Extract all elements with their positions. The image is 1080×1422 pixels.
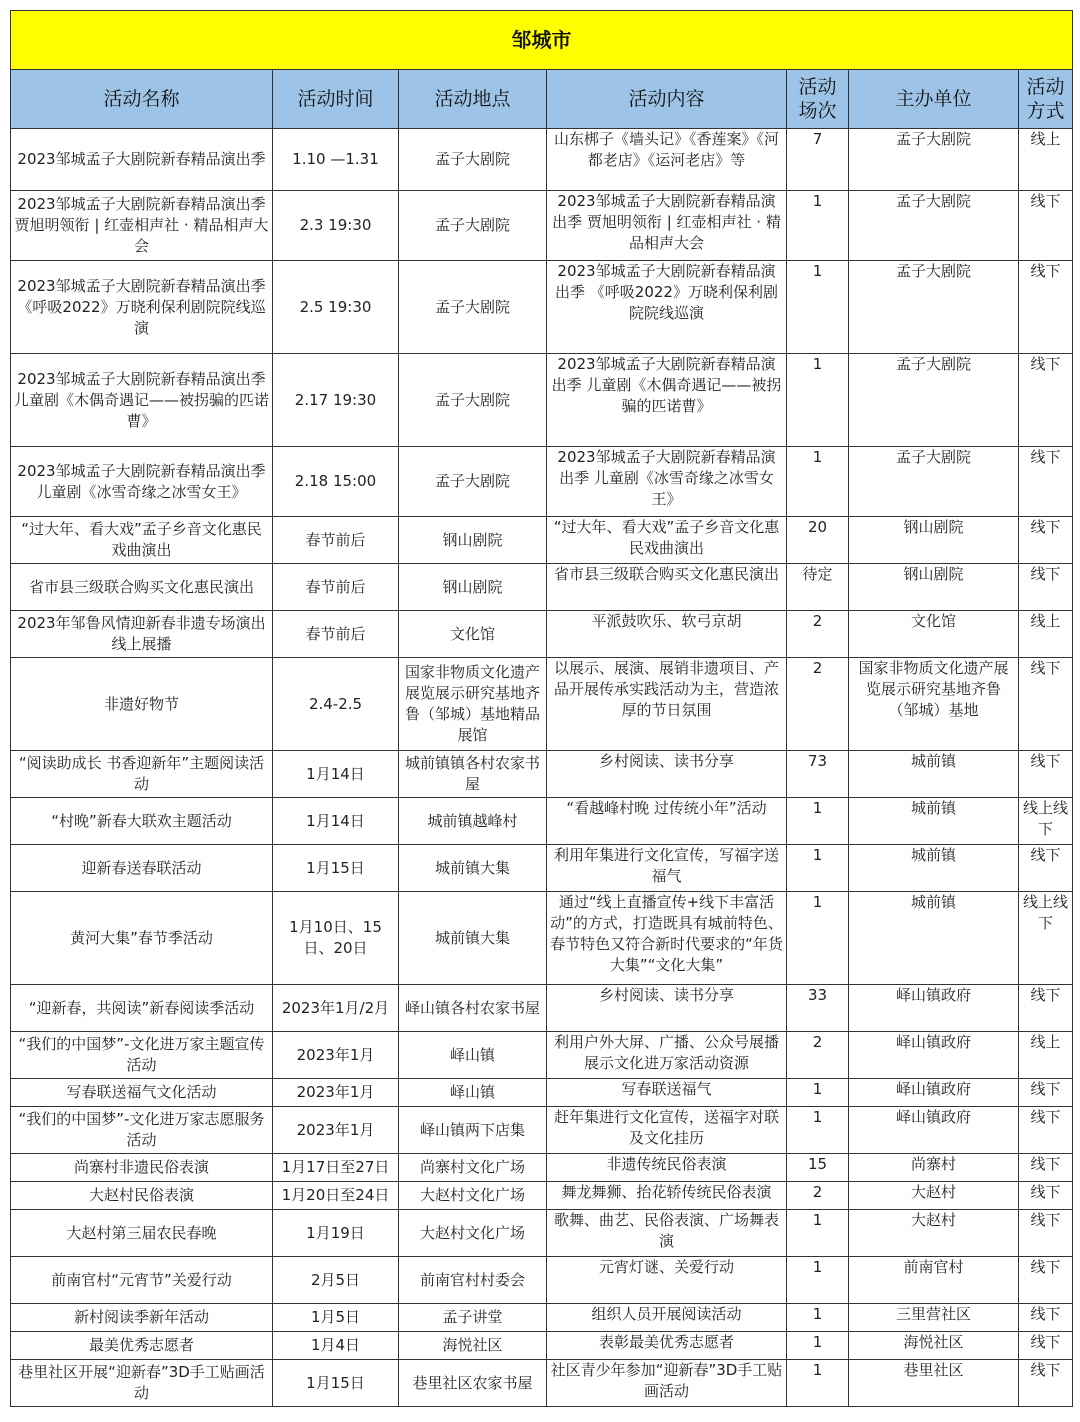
cell-location: 文化馆 — [399, 611, 547, 658]
cell-organizer: 尚寨村 — [849, 1154, 1019, 1182]
table-row — [11, 1032, 1073, 1079]
table-row — [11, 985, 1073, 1032]
table-row — [11, 751, 1073, 798]
cell-organizer: 城前镇 — [849, 798, 1019, 845]
cell-time: 1月14日 — [273, 798, 399, 845]
cell-organizer: 三里营社区 — [849, 1304, 1019, 1332]
cell-mode: 线上线下 — [1019, 892, 1073, 985]
cell-time: 1月10日、15日、20日 — [273, 892, 399, 985]
table-row — [11, 564, 1073, 611]
cell-mode: 线下 — [1019, 1332, 1073, 1360]
table-row — [11, 1079, 1073, 1107]
cell-sessions: 2 — [787, 1032, 849, 1079]
header-name: 活动名称 — [11, 70, 273, 129]
cell-mode: 线下 — [1019, 751, 1073, 798]
cell-content: 省市县三级联合购买文化惠民演出 — [547, 564, 787, 611]
cell-organizer: 前南官村 — [849, 1257, 1019, 1304]
cell-name: 巷里社区开展“迎新春”3D手工贴画活动 — [11, 1360, 273, 1407]
table-row — [11, 658, 1073, 751]
cell-sessions: 1 — [787, 1107, 849, 1154]
cell-content: 以展示、展演、展销非遗项目、产品开展传承实践活动为主，营造浓厚的节日氛围 — [547, 658, 787, 751]
cell-time: 1月15日 — [273, 1360, 399, 1407]
table-row — [11, 1304, 1073, 1332]
table-title: 邹城市 — [11, 11, 1073, 70]
header-location: 活动地点 — [399, 70, 547, 129]
title-row — [11, 11, 1073, 70]
table-row — [11, 611, 1073, 658]
cell-name: “迎新春，共阅读”新春阅读季活动 — [11, 985, 273, 1032]
cell-location: 峄山镇 — [399, 1032, 547, 1079]
cell-location: 前南官村村委会 — [399, 1257, 547, 1304]
cell-content: 表彰最美优秀志愿者 — [547, 1332, 787, 1360]
cell-organizer: 峄山镇政府 — [849, 1079, 1019, 1107]
cell-mode: 线下 — [1019, 985, 1073, 1032]
cell-time: 1月19日 — [273, 1210, 399, 1257]
cell-name: 写春联送福气文化活动 — [11, 1079, 273, 1107]
header-organizer: 主办单位 — [849, 70, 1019, 129]
table-row — [11, 1210, 1073, 1257]
cell-sessions: 20 — [787, 517, 849, 564]
cell-organizer: 大赵村 — [849, 1182, 1019, 1210]
cell-name: “我们的中国梦”-文化进万家主题宣传活动 — [11, 1032, 273, 1079]
cell-time: 1月20日至24日 — [273, 1182, 399, 1210]
cell-time: 1月15日 — [273, 845, 399, 892]
cell-name: “村晚”新春大联欢主题活动 — [11, 798, 273, 845]
cell-content: 乡村阅读、读书分享 — [547, 751, 787, 798]
cell-sessions: 1 — [787, 892, 849, 985]
cell-name: “我们的中国梦”-文化进万家志愿服务活动 — [11, 1107, 273, 1154]
cell-content: 写春联送福气 — [547, 1079, 787, 1107]
cell-mode: 线下 — [1019, 658, 1073, 751]
cell-sessions: 2 — [787, 1182, 849, 1210]
cell-organizer: 孟子大剧院 — [849, 354, 1019, 447]
cell-organizer: 孟子大剧院 — [849, 129, 1019, 191]
cell-content: 利用年集进行文化宣传，写福字送福气 — [547, 845, 787, 892]
cell-time: 2023年1月 — [273, 1032, 399, 1079]
cell-sessions: 待定 — [787, 564, 849, 611]
cell-content: “看越峰村晚 过传统小年”活动 — [547, 798, 787, 845]
cell-time: 2.4-2.5 — [273, 658, 399, 751]
table-row — [11, 129, 1073, 191]
cell-location: 孟子大剧院 — [399, 354, 547, 447]
cell-sessions: 2 — [787, 611, 849, 658]
cell-name: 新村阅读季新年活动 — [11, 1304, 273, 1332]
cell-location: 孟子大剧院 — [399, 261, 547, 354]
cell-sessions: 2 — [787, 658, 849, 751]
table-row — [11, 447, 1073, 517]
cell-sessions: 7 — [787, 129, 849, 191]
cell-organizer: 孟子大剧院 — [849, 447, 1019, 517]
cell-organizer: 峄山镇政府 — [849, 985, 1019, 1032]
cell-mode: 线下 — [1019, 1257, 1073, 1304]
cell-content: 2023邹城孟子大剧院新春精品演出季 贾旭明领衔 | 红壶相声社 · 精品相声大会 — [547, 191, 787, 261]
cell-sessions: 73 — [787, 751, 849, 798]
cell-time: 2023年1月/2月 — [273, 985, 399, 1032]
cell-name: 2023年邹鲁风情迎新春非遗专场演出线上展播 — [11, 611, 273, 658]
table-row — [11, 892, 1073, 985]
cell-organizer: 城前镇 — [849, 845, 1019, 892]
cell-content: 组织人员开展阅读活动 — [547, 1304, 787, 1332]
cell-mode: 线下 — [1019, 1154, 1073, 1182]
table-row — [11, 191, 1073, 261]
table-row — [11, 354, 1073, 447]
cell-location: 城前镇镇各村农家书屋 — [399, 751, 547, 798]
cell-organizer: 峄山镇政府 — [849, 1032, 1019, 1079]
cell-name: 2023邹城孟子大剧院新春精品演出季 儿童剧《冰雪奇缘之冰雪女王》 — [11, 447, 273, 517]
cell-content: 乡村阅读、读书分享 — [547, 985, 787, 1032]
cell-content: 赶年集进行文化宣传，送福字对联及文化挂历 — [547, 1107, 787, 1154]
cell-mode: 线上 — [1019, 129, 1073, 191]
cell-name: “阅读助成长 书香迎新年”主题阅读活动 — [11, 751, 273, 798]
cell-location: 峄山镇各村农家书屋 — [399, 985, 547, 1032]
cell-time: 1月4日 — [273, 1332, 399, 1360]
cell-time: 1月5日 — [273, 1304, 399, 1332]
cell-name: 最美优秀志愿者 — [11, 1332, 273, 1360]
cell-content: 2023邹城孟子大剧院新春精品演出季 儿童剧《木偶奇遇记——被拐骗的匹诺曹》 — [547, 354, 787, 447]
table-row — [11, 798, 1073, 845]
cell-time: 2月5日 — [273, 1257, 399, 1304]
cell-location: 城前镇大集 — [399, 845, 547, 892]
cell-organizer: 海悦社区 — [849, 1332, 1019, 1360]
table-row — [11, 1360, 1073, 1407]
cell-mode: 线上 — [1019, 1032, 1073, 1079]
cell-content: 利用户外大屏、广播、公众号展播展示文化进万家活动资源 — [547, 1032, 787, 1079]
cell-name: 非遗好物节 — [11, 658, 273, 751]
cell-content: 通过“线上直播宣传+线下丰富活动”的方式，打造既具有城前特色、春节特色又符合新时代要求的“年货大集”“文化大集” — [547, 892, 787, 985]
cell-name: “过大年、看大戏”孟子乡音文化惠民戏曲演出 — [11, 517, 273, 564]
cell-name: 迎新春送春联活动 — [11, 845, 273, 892]
cell-time: 2.3 19:30 — [273, 191, 399, 261]
cell-content: 山东梆子《墙头记》《香莲案》《河都老店》《运河老店》等 — [547, 129, 787, 191]
cell-name: 2023邹城孟子大剧院新春精品演出季 《呼吸2022》万晓利保利剧院院线巡演 — [11, 261, 273, 354]
cell-mode: 线下 — [1019, 1079, 1073, 1107]
cell-mode: 线下 — [1019, 1210, 1073, 1257]
cell-location: 孟子大剧院 — [399, 129, 547, 191]
cell-location: 尚寨村文化广场 — [399, 1154, 547, 1182]
cell-location: 峄山镇 — [399, 1079, 547, 1107]
table-row — [11, 1154, 1073, 1182]
cell-time: 春节前后 — [273, 517, 399, 564]
cell-time: 1.10 —1.31 — [273, 129, 399, 191]
cell-content: 社区青少年参加“迎新春”3D手工贴画活动 — [547, 1360, 787, 1407]
cell-content: 非遗传统民俗表演 — [547, 1154, 787, 1182]
activity-table — [10, 10, 1073, 1407]
cell-sessions: 1 — [787, 354, 849, 447]
cell-name: 2023邹城孟子大剧院新春精品演出季 贾旭明领衔 | 红壶相声社 · 精品相声大会 — [11, 191, 273, 261]
cell-time: 春节前后 — [273, 564, 399, 611]
cell-mode: 线下 — [1019, 564, 1073, 611]
cell-location: 巷里社区农家书屋 — [399, 1360, 547, 1407]
cell-location: 海悦社区 — [399, 1332, 547, 1360]
cell-sessions: 33 — [787, 985, 849, 1032]
cell-sessions: 1 — [787, 1304, 849, 1332]
cell-organizer: 孟子大剧院 — [849, 261, 1019, 354]
cell-mode: 线下 — [1019, 1182, 1073, 1210]
cell-sessions: 15 — [787, 1154, 849, 1182]
cell-organizer: 钢山剧院 — [849, 564, 1019, 611]
cell-time: 2.5 19:30 — [273, 261, 399, 354]
cell-location: 孟子大剧院 — [399, 191, 547, 261]
cell-mode: 线下 — [1019, 447, 1073, 517]
cell-name: 2023邹城孟子大剧院新春精品演出季 — [11, 129, 273, 191]
table-row — [11, 1107, 1073, 1154]
cell-content: “过大年、看大戏”孟子乡音文化惠民戏曲演出 — [547, 517, 787, 564]
cell-organizer: 城前镇 — [849, 892, 1019, 985]
cell-content: 歌舞、曲艺、民俗表演、广场舞表演 — [547, 1210, 787, 1257]
cell-time: 2023年1月 — [273, 1107, 399, 1154]
cell-time: 1月17日至27日 — [273, 1154, 399, 1182]
cell-organizer: 城前镇 — [849, 751, 1019, 798]
cell-sessions: 1 — [787, 191, 849, 261]
cell-mode: 线下 — [1019, 354, 1073, 447]
cell-time: 2023年1月 — [273, 1079, 399, 1107]
cell-organizer: 巷里社区 — [849, 1360, 1019, 1407]
cell-organizer: 峄山镇政府 — [849, 1107, 1019, 1154]
cell-sessions: 1 — [787, 447, 849, 517]
cell-location: 钢山剧院 — [399, 517, 547, 564]
cell-name: 省市县三级联合购买文化惠民演出 — [11, 564, 273, 611]
cell-location: 大赵村文化广场 — [399, 1182, 547, 1210]
cell-content: 2023邹城孟子大剧院新春精品演出季 《呼吸2022》万晓利保利剧院院线巡演 — [547, 261, 787, 354]
table-row — [11, 1182, 1073, 1210]
cell-sessions: 1 — [787, 845, 849, 892]
cell-location: 国家非物质文化遗产展览展示研究基地齐鲁（邹城）基地精品展馆 — [399, 658, 547, 751]
table-row — [11, 261, 1073, 354]
cell-location: 城前镇越峰村 — [399, 798, 547, 845]
cell-time: 春节前后 — [273, 611, 399, 658]
cell-location: 城前镇大集 — [399, 892, 547, 985]
cell-mode: 线下 — [1019, 261, 1073, 354]
header-row — [11, 70, 1073, 129]
cell-name: 大赵村民俗表演 — [11, 1182, 273, 1210]
cell-mode: 线下 — [1019, 517, 1073, 564]
table-row — [11, 1257, 1073, 1304]
cell-location: 峄山镇两下店集 — [399, 1107, 547, 1154]
cell-content: 元宵灯谜、关爱行动 — [547, 1257, 787, 1304]
cell-sessions: 1 — [787, 1257, 849, 1304]
cell-mode: 线下 — [1019, 845, 1073, 892]
cell-name: 尚寨村非遗民俗表演 — [11, 1154, 273, 1182]
cell-sessions: 1 — [787, 1210, 849, 1257]
cell-organizer: 大赵村 — [849, 1210, 1019, 1257]
cell-mode: 线下 — [1019, 191, 1073, 261]
cell-time: 2.18 15:00 — [273, 447, 399, 517]
cell-name: 2023邹城孟子大剧院新春精品演出季 儿童剧《木偶奇遇记——被拐骗的匹诺曹》 — [11, 354, 273, 447]
header-time: 活动时间 — [273, 70, 399, 129]
cell-time: 1月14日 — [273, 751, 399, 798]
cell-name: 前南官村“元宵节”关爱行动 — [11, 1257, 273, 1304]
cell-organizer: 国家非物质文化遗产展览展示研究基地齐鲁（邹城）基地 — [849, 658, 1019, 751]
header-content: 活动内容 — [547, 70, 787, 129]
cell-location: 孟子大剧院 — [399, 447, 547, 517]
cell-content: 舞龙舞狮、抬花轿传统民俗表演 — [547, 1182, 787, 1210]
cell-mode: 线下 — [1019, 1360, 1073, 1407]
table-row — [11, 1332, 1073, 1360]
cell-mode: 线下 — [1019, 1107, 1073, 1154]
cell-organizer: 文化馆 — [849, 611, 1019, 658]
table-row — [11, 845, 1073, 892]
cell-organizer: 钢山剧院 — [849, 517, 1019, 564]
cell-organizer: 孟子大剧院 — [849, 191, 1019, 261]
header-mode: 活动方式 — [1019, 70, 1073, 129]
cell-name: 大赵村第三届农民春晚 — [11, 1210, 273, 1257]
cell-location: 孟子讲堂 — [399, 1304, 547, 1332]
cell-name: 黄河大集”春节季活动 — [11, 892, 273, 985]
cell-sessions: 1 — [787, 1079, 849, 1107]
cell-mode: 线上线下 — [1019, 798, 1073, 845]
cell-location: 大赵村文化广场 — [399, 1210, 547, 1257]
cell-content: 2023邹城孟子大剧院新春精品演出季 儿童剧《冰雪奇缘之冰雪女王》 — [547, 447, 787, 517]
cell-content: 平派鼓吹乐、软弓京胡 — [547, 611, 787, 658]
cell-sessions: 1 — [787, 261, 849, 354]
cell-location: 钢山剧院 — [399, 564, 547, 611]
header-sessions: 活动场次 — [787, 70, 849, 129]
cell-sessions: 1 — [787, 1360, 849, 1407]
cell-mode: 线上 — [1019, 611, 1073, 658]
cell-sessions: 1 — [787, 798, 849, 845]
cell-time: 2.17 19:30 — [273, 354, 399, 447]
cell-sessions: 1 — [787, 1332, 849, 1360]
cell-mode: 线下 — [1019, 1304, 1073, 1332]
table-row — [11, 517, 1073, 564]
